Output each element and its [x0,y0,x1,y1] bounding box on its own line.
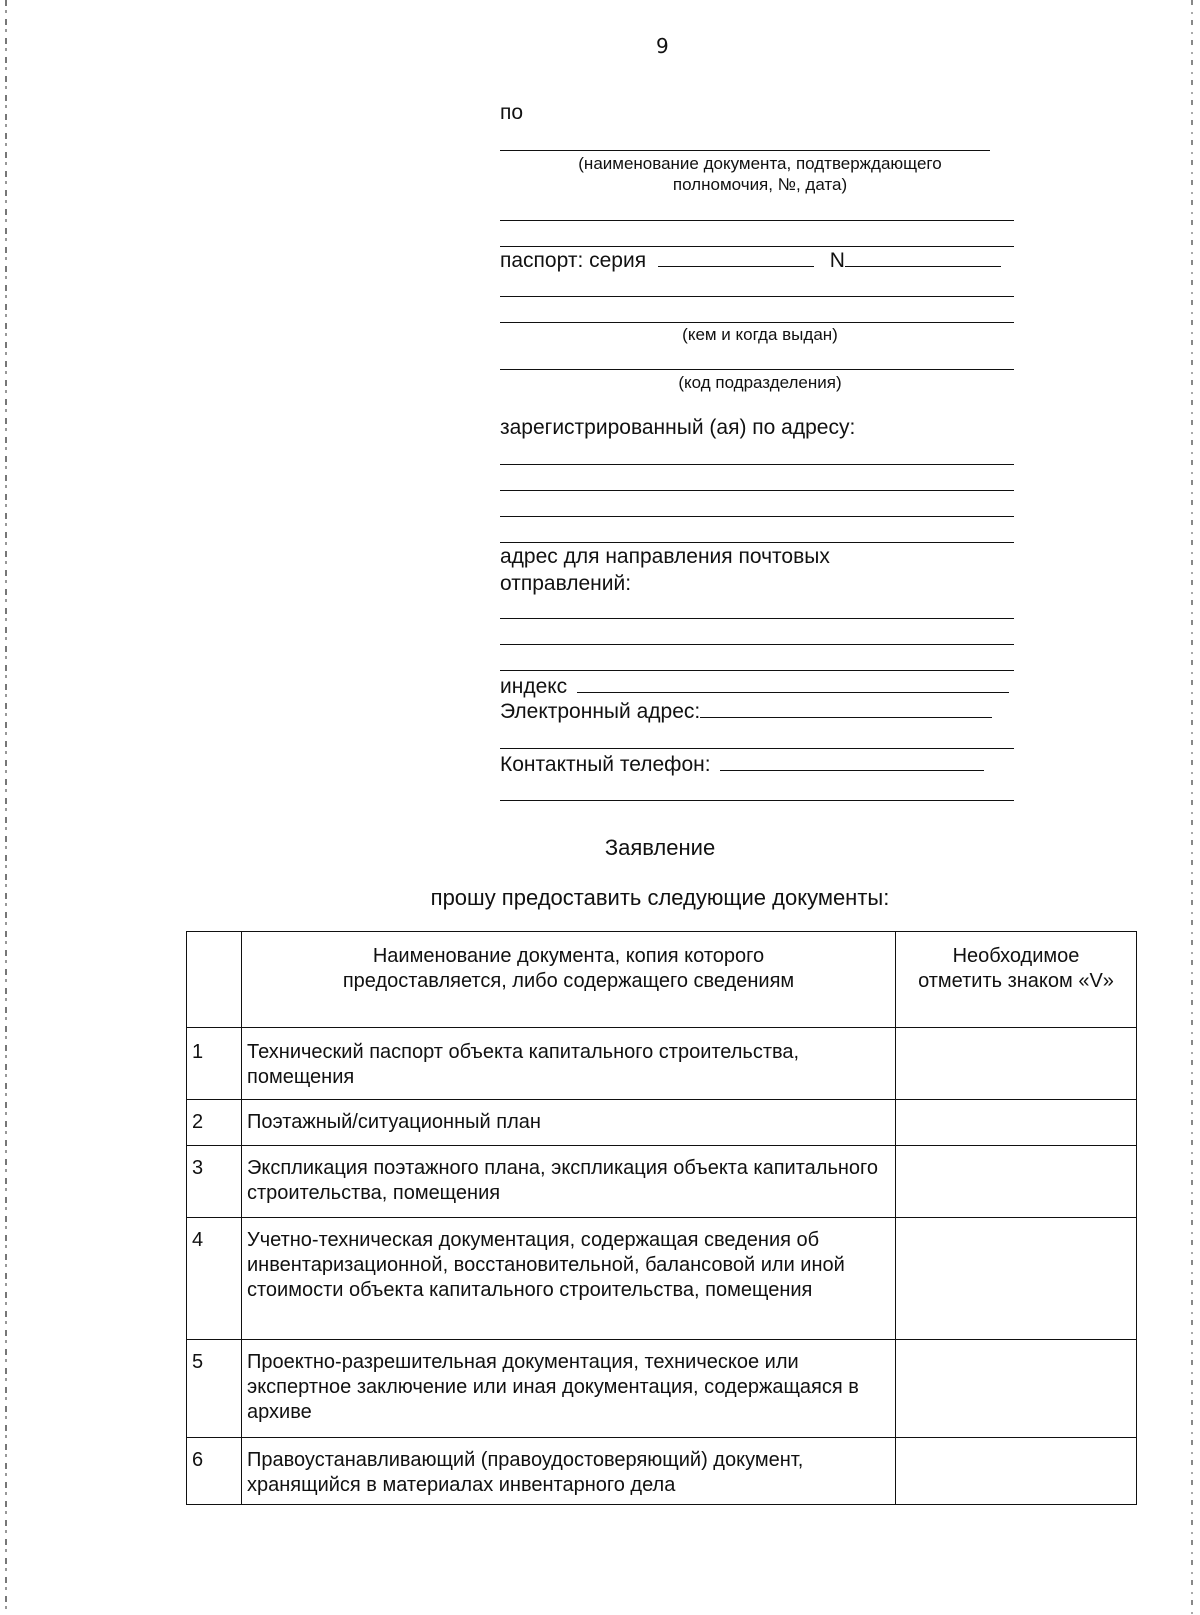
registered-address-label: зарегистрированный (ая) по адресу: [500,416,856,439]
row-num: 5 [187,1340,242,1438]
row-check-cell[interactable] [896,1028,1137,1100]
table-row [187,1218,1137,1340]
email-row [500,699,992,724]
row-check-cell[interactable] [896,1146,1137,1218]
row-document-name: Учетно-техническая документация, содержащая сведения об инвентаризационной, восстановительной, балансовой или иной стоимости объекта капитального строительства, помещения [242,1218,896,1340]
page-number: 9 [656,34,669,58]
header-num [187,932,242,1028]
registered-address-line-3[interactable] [500,516,1014,517]
header-document-name [242,932,896,1028]
table-row [187,1100,1137,1146]
postal-address-line-1[interactable] [500,618,1014,619]
passport-row [500,248,1001,273]
row-document-name: Проектно-разрешительная документация, техническое или экспертное заключение или иная документация, содержащаяся в архиве [242,1340,896,1438]
row-document-name: Правоустанавливающий (правоудостоверяющий) документ, хранящийся в материалах инвентарного дела [242,1438,896,1505]
passport-number-label: N [829,249,845,272]
header-check-text: Необходимое отметить знаком «V» [918,945,1114,992]
index-field[interactable] [577,674,1009,693]
row-num: 1 [187,1028,242,1100]
issued-by-caption: (кем и когда выдан) [682,325,838,344]
index-row [500,674,1009,699]
postal-address-label: адрес для направления почтовых отправлений: [500,545,830,595]
row-num: 6 [187,1438,242,1505]
phone-field[interactable] [720,752,984,771]
phone-row [500,752,984,777]
row-num: 4 [187,1218,242,1340]
po-label: по [500,101,524,124]
row-check-cell[interactable] [896,1100,1137,1146]
phone-line-2[interactable] [500,800,1014,801]
postal-address-line-3[interactable] [500,670,1014,671]
passport-series-label: паспорт: серия [500,249,647,272]
authority-doc-line[interactable] [500,150,990,151]
header-document-name-text: Наименование документа, копия которого предоставляется, либо содержащего сведениям [342,945,795,992]
authority-doc-caption: (наименование документа, подтверждающего полномочия, №, дата) [578,154,942,194]
index-label: индекс [500,675,568,698]
email-label: Электронный адрес: [500,700,701,723]
postal-address-line-2[interactable] [500,644,1014,645]
row-check-cell[interactable] [896,1438,1137,1505]
registered-address-line-1[interactable] [500,464,1014,465]
email-line-2[interactable] [500,748,1014,749]
issued-by-line-1[interactable] [500,296,1014,297]
table-row [187,1340,1137,1438]
passport-number-field[interactable] [845,248,1001,267]
application-title: Заявление [604,835,716,860]
row-document-name: Экспликация поэтажного плана, экспликация объекта капитального строительства, помещения [242,1146,896,1218]
division-code-line[interactable] [500,369,1014,370]
email-field[interactable] [700,699,992,718]
blank-line[interactable] [500,246,1014,247]
table-row [187,1028,1137,1100]
row-document-name: Технический паспорт объекта капитального строительства, помещения [242,1028,896,1100]
row-num: 2 [187,1100,242,1146]
passport-series-field[interactable] [658,248,814,267]
row-num: 3 [187,1146,242,1218]
scan-edge-right [1191,0,1193,1615]
row-check-cell[interactable] [896,1340,1137,1438]
authority-doc-line-2[interactable] [500,220,1014,221]
phone-label: Контактный телефон: [500,753,711,776]
row-document-name: Поэтажный/ситуационный план [242,1100,896,1146]
table-header-row [187,932,1137,1028]
table-row [187,1438,1137,1505]
header-check [896,932,1137,1028]
registered-address-line-2[interactable] [500,490,1014,491]
division-code-caption: (код подразделения) [678,373,842,392]
row-check-cell[interactable] [896,1218,1137,1340]
documents-table [186,931,1137,1505]
scan-edge-left [5,0,7,1615]
table-row [187,1146,1137,1218]
issued-by-line-2[interactable] [500,322,1014,323]
request-text: прошу предоставить следующие документы: [430,885,890,910]
